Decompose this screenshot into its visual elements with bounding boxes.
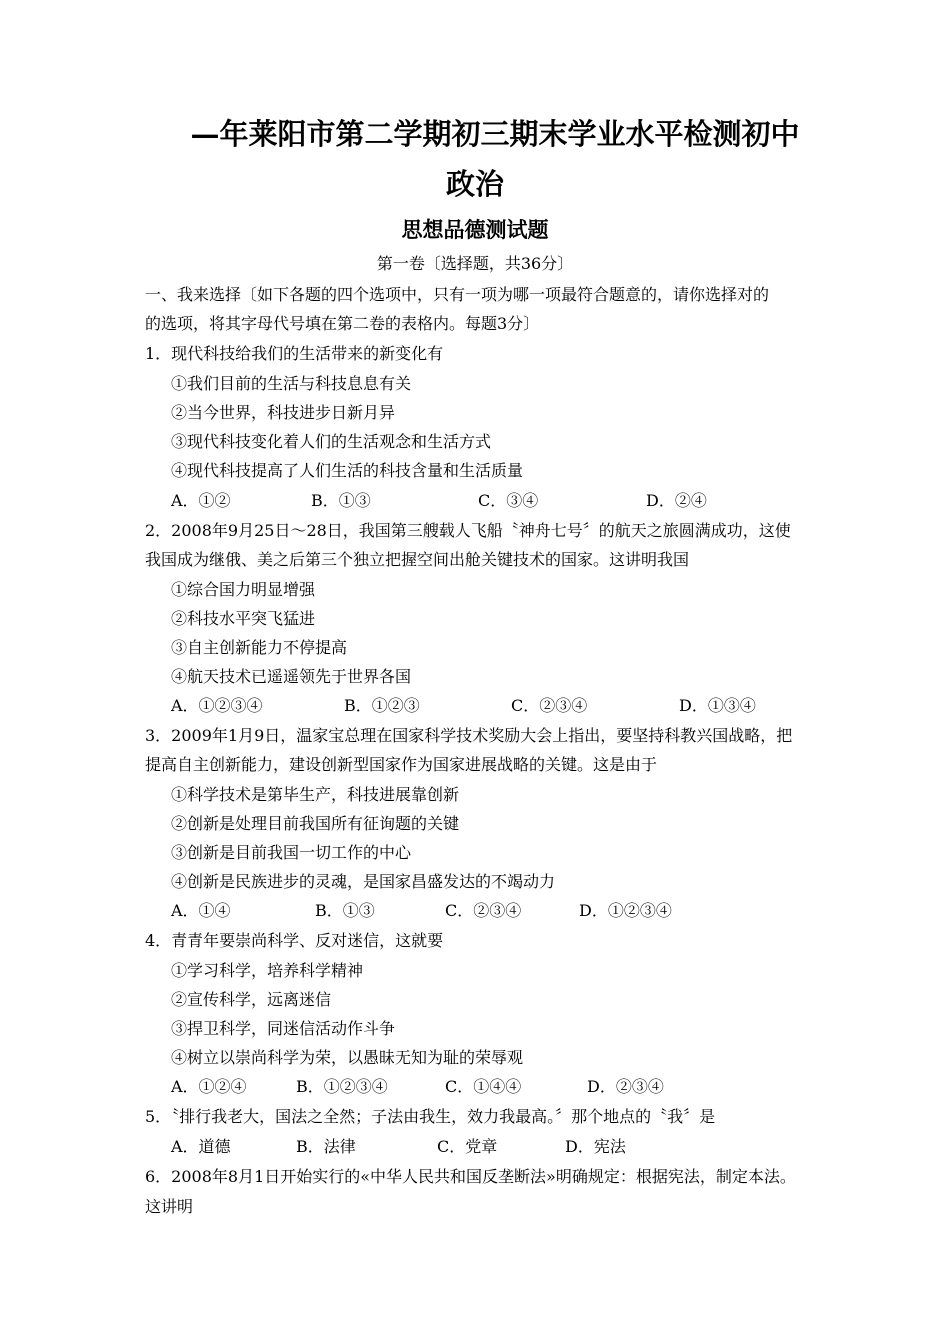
question-stem: 这讲明 — [145, 1197, 194, 1216]
answer-options — [171, 1076, 831, 1098]
question-item: ②当今世界，科技进步日新月异 — [171, 403, 396, 422]
option-c: C．②③④ — [445, 901, 522, 920]
option-c: C．①④④ — [445, 1077, 522, 1096]
question-item: ④创新是民族进步的灵魂，是国家昌盛发达的不竭动力 — [171, 872, 556, 891]
option-c: C．③④ — [478, 491, 539, 510]
doc-title: —年莱阳市第二学期初三期末学业水平检测初中 — [190, 117, 800, 151]
question-item: ③创新是目前我国一切工作的中心 — [171, 843, 412, 862]
question-item: ②科技水平突飞猛进 — [171, 609, 316, 628]
option-a: A．①④ — [171, 901, 231, 920]
option-d: D．①③④ — [679, 696, 756, 715]
question-stem: 5．〝排行我老大，国法之全然；子法由我生，效力我最高。〞那个地点的〝我〞是 — [145, 1107, 716, 1126]
question-item: ④树立以崇尚科学为荣，以愚昧无知为耻的荣辱观 — [171, 1048, 524, 1067]
option-b: B．①③ — [311, 491, 371, 510]
answer-options — [171, 490, 831, 512]
section-header: 第一卷〔选择题，共36分〕 — [376, 254, 574, 273]
question-item: ③自主创新能力不停提高 — [171, 638, 348, 657]
question-item: ①综合国力明显增强 — [171, 580, 316, 599]
doc-subtitle: 思想品德测试题 — [401, 217, 549, 242]
question-stem: 提高自主创新能力，建设创新型国家作为国家进展战略的关键。这是由于 — [145, 755, 658, 774]
question-stem: 4．青青年要崇尚科学、反对迷信，这就要 — [145, 931, 444, 950]
question-stem: 2．2008年9月25日～28日，我国第三艘载人飞船〝神舟七号〞的航天之旅圆满成功，这使 — [145, 521, 791, 540]
answer-options — [171, 900, 831, 922]
question-stem: 我国成为继俄、美之后第三个独立把握空间出舱关键技术的国家。这讲明我国 — [145, 550, 690, 569]
question-item: ①科学技术是第毕生产，科技进展靠创新 — [171, 785, 460, 804]
instruction-line: 的选项，将其字母代号填在第二卷的表格内。每题3分〕 — [145, 314, 540, 333]
question-stem: 3．2009年1月9日，温家宝总理在国家科学技术奖励大会上指出，要坚持科教兴国战略，把 — [145, 726, 793, 745]
option-b: B．①③ — [315, 901, 375, 920]
option-d: D．②③④ — [587, 1077, 664, 1096]
question-item: ②创新是处理目前我国所有征询题的关键 — [171, 814, 460, 833]
instruction-line: 一、我来选择〔如下各题的四个选项中，只有一项为哪一项最符合题意的，请你选择对的 — [145, 285, 770, 304]
option-b: B．①②③ — [344, 696, 420, 715]
option-a: A．道德 — [171, 1137, 231, 1156]
question-item: ④航天技术已遥遥领先于世界各国 — [171, 667, 412, 686]
question-stem: 1．现代科技给我们的生活带来的新变化有 — [145, 344, 444, 363]
option-d: D．①②③④ — [579, 901, 672, 920]
question-item: ①我们目前的生活与科技息息有关 — [171, 374, 412, 393]
option-d: D．宪法 — [565, 1137, 626, 1156]
option-a: A．①②③④ — [171, 696, 263, 715]
option-d: D．②④ — [646, 491, 707, 510]
option-a: A．①②④ — [171, 1077, 247, 1096]
question-item: ①学习科学，培养科学精神 — [171, 961, 364, 980]
option-b: B．法律 — [296, 1137, 356, 1156]
question-item: ③现代科技变化着人们的生活观念和生活方式 — [171, 432, 492, 451]
doc-title-subject: 政治 — [445, 167, 504, 201]
answer-options — [171, 695, 831, 717]
answer-options — [171, 1136, 831, 1158]
option-c: C．党章 — [437, 1137, 498, 1156]
option-b: B．①②③④ — [296, 1077, 388, 1096]
option-c: C．②③④ — [511, 696, 588, 715]
option-a: A．①② — [171, 491, 231, 510]
question-stem: 6．2008年8月1日开始实行的«中华人民共和国反垄断法»明确规定：根据宪法，制定本法。 — [145, 1167, 796, 1186]
question-item: ④现代科技提高了人们生活的科技含量和生活质量 — [171, 461, 524, 480]
question-item: ③捍卫科学，同迷信活动作斗争 — [171, 1019, 396, 1038]
question-item: ②宣传科学，远离迷信 — [171, 990, 332, 1009]
